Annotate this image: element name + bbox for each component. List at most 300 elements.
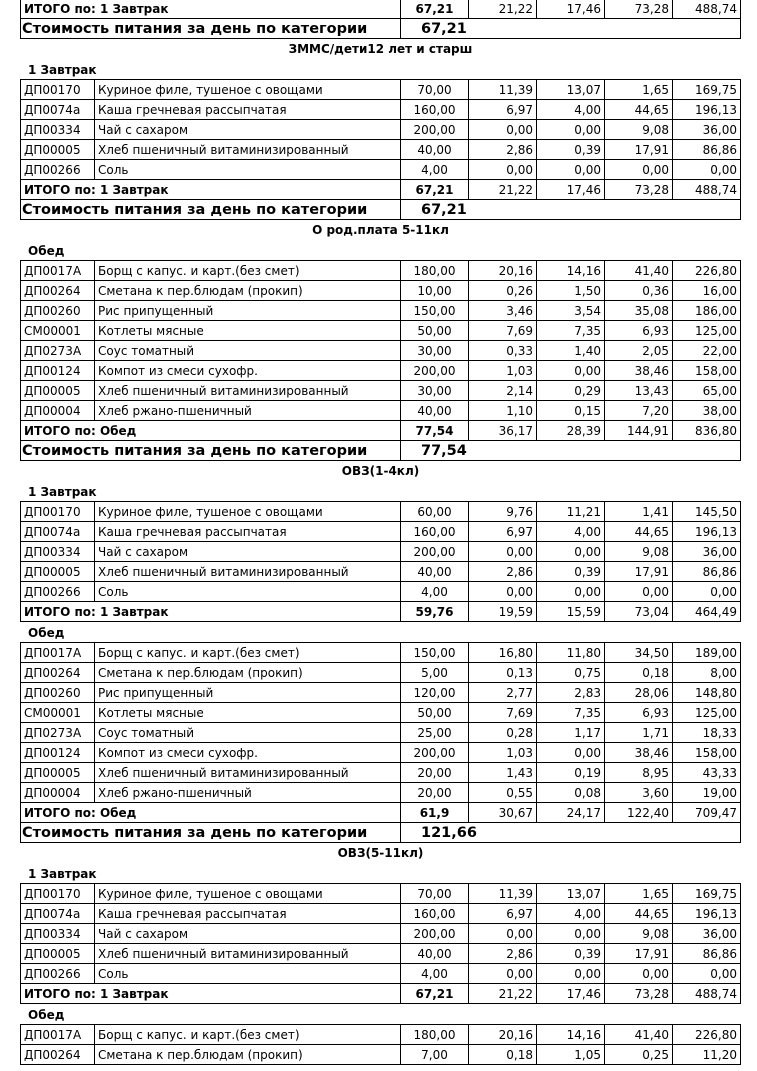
total-proteins: 19,59	[469, 602, 537, 622]
dish-proteins: 1,03	[469, 361, 537, 381]
dish-calories: 125,00	[673, 703, 741, 723]
total-cost: 67,21	[401, 0, 469, 19]
dish-calories: 22,00	[673, 341, 741, 361]
dish-code: ДП0273А	[21, 723, 95, 743]
total-fats: 17,46	[537, 180, 605, 200]
dish-row	[21, 281, 741, 301]
dish-calories: 0,00	[673, 964, 741, 984]
meal-total-label: ИТОГО по: 1 Завтрак	[21, 180, 401, 200]
total-calories: 709,47	[673, 803, 741, 823]
total-calories: 488,74	[673, 0, 741, 19]
dish-proteins: 7,69	[469, 703, 537, 723]
dish-carbs: 0,00	[605, 964, 673, 984]
dish-row	[21, 582, 741, 602]
dish-fats: 1,40	[537, 341, 605, 361]
dish-name: Хлеб пшеничный витаминизированный	[95, 763, 401, 783]
dish-proteins: 0,00	[469, 924, 537, 944]
dish-name: Хлеб пшеничный витаминизированный	[95, 944, 401, 964]
dish-carbs: 0,36	[605, 281, 673, 301]
category-title: ОВЗ(5-11кл)	[337, 846, 424, 860]
dish-code: ДП00005	[21, 381, 95, 401]
dish-output: 30,00	[401, 341, 469, 361]
dish-name: Куриное филе, тушеное с овощами	[95, 502, 401, 522]
dish-output: 150,00	[401, 643, 469, 663]
dish-fats: 0,00	[537, 120, 605, 140]
dish-proteins: 9,76	[469, 502, 537, 522]
dish-code: ДП00264	[21, 281, 95, 301]
dish-carbs: 44,65	[605, 100, 673, 120]
dish-output: 160,00	[401, 904, 469, 924]
dish-code: ДП00260	[21, 683, 95, 703]
meal-total-label: ИТОГО по: Обед	[21, 803, 401, 823]
dish-code: ДП00260	[21, 301, 95, 321]
dish-output: 50,00	[401, 321, 469, 341]
dish-fats: 13,07	[537, 80, 605, 100]
dish-calories: 0,00	[673, 582, 741, 602]
dish-name: Хлеб пшеничный витаминизированный	[95, 562, 401, 582]
meal-total-row	[21, 421, 741, 441]
day-cost-value: 67,21	[401, 19, 741, 39]
dish-code: СМ00001	[21, 321, 95, 341]
dish-carbs: 2,05	[605, 341, 673, 361]
dish-carbs: 17,91	[605, 944, 673, 964]
dish-row	[21, 944, 741, 964]
total-proteins: 21,22	[469, 984, 537, 1004]
dish-proteins: 16,80	[469, 643, 537, 663]
dish-code: ДП00170	[21, 80, 95, 100]
dish-name: Компот из смеси сухофр.	[95, 743, 401, 763]
dish-proteins: 0,00	[469, 120, 537, 140]
total-fats: 24,17	[537, 803, 605, 823]
dish-output: 200,00	[401, 361, 469, 381]
dish-code: ДП0017А	[21, 1025, 95, 1045]
dish-carbs: 0,00	[605, 160, 673, 180]
dish-fats: 11,21	[537, 502, 605, 522]
dish-code: ДП00124	[21, 361, 95, 381]
dish-calories: 65,00	[673, 381, 741, 401]
dish-calories: 86,86	[673, 140, 741, 160]
dish-fats: 4,00	[537, 904, 605, 924]
total-carbs: 73,28	[605, 984, 673, 1004]
dish-row	[21, 884, 741, 904]
meal-table	[20, 501, 741, 622]
dish-code: ДП0074а	[21, 522, 95, 542]
total-carbs: 144,91	[605, 421, 673, 441]
dish-proteins: 0,13	[469, 663, 537, 683]
meal-title: 1 Завтрак	[28, 867, 97, 881]
category-section	[0, 220, 757, 461]
meal-table	[20, 79, 741, 220]
dish-proteins: 2,86	[469, 944, 537, 964]
dish-fats: 0,00	[537, 361, 605, 381]
dish-row	[21, 261, 741, 281]
day-cost-value: 67,21	[401, 200, 741, 220]
dish-name: Сметана к пер.блюдам (прокип)	[95, 281, 401, 301]
dish-fats: 3,54	[537, 301, 605, 321]
total-carbs: 73,28	[605, 0, 673, 19]
dish-row	[21, 341, 741, 361]
dish-output: 160,00	[401, 100, 469, 120]
meal-total-row	[21, 984, 741, 1004]
dish-proteins: 6,97	[469, 522, 537, 542]
dish-fats: 0,19	[537, 763, 605, 783]
meal-table	[20, 883, 741, 1004]
dish-carbs: 34,50	[605, 643, 673, 663]
dish-calories: 186,00	[673, 301, 741, 321]
dish-calories: 189,00	[673, 643, 741, 663]
meal-total-row	[21, 803, 741, 823]
dish-row	[21, 643, 741, 663]
dish-row	[21, 522, 741, 542]
dish-fats: 11,80	[537, 643, 605, 663]
dish-fats: 4,00	[537, 522, 605, 542]
dish-fats: 7,35	[537, 703, 605, 723]
dish-output: 40,00	[401, 140, 469, 160]
dish-code: ДП00004	[21, 401, 95, 421]
dish-carbs: 1,41	[605, 502, 673, 522]
dish-carbs: 1,65	[605, 80, 673, 100]
meal-total-label: ИТОГО по: 1 Завтрак	[21, 984, 401, 1004]
day-cost-label: Стоимость питания за день по категории	[21, 19, 401, 39]
dish-output: 7,00	[401, 1045, 469, 1065]
dish-row	[21, 924, 741, 944]
meal-total-label: ИТОГО по: 1 Завтрак	[21, 602, 401, 622]
dish-code: ДП00264	[21, 1045, 95, 1065]
dish-name: Хлеб пшеничный витаминизированный	[95, 381, 401, 401]
dish-output: 60,00	[401, 502, 469, 522]
dish-code: ДП00334	[21, 120, 95, 140]
dish-name: Хлеб ржано-пшеничный	[95, 783, 401, 803]
dish-row	[21, 763, 741, 783]
dish-fats: 14,16	[537, 261, 605, 281]
total-cost: 61,9	[401, 803, 469, 823]
dish-calories: 196,13	[673, 100, 741, 120]
dish-calories: 36,00	[673, 542, 741, 562]
dish-name: Каша гречневая рассыпчатая	[95, 522, 401, 542]
dish-calories: 18,33	[673, 723, 741, 743]
dish-proteins: 6,97	[469, 904, 537, 924]
dish-code: ДП00334	[21, 542, 95, 562]
dish-carbs: 3,60	[605, 783, 673, 803]
dish-name: Котлеты мясные	[95, 321, 401, 341]
dish-name: Соус томатный	[95, 341, 401, 361]
dish-proteins: 2,77	[469, 683, 537, 703]
dish-calories: 19,00	[673, 783, 741, 803]
dish-code: ДП00266	[21, 964, 95, 984]
dish-name: Соус томатный	[95, 723, 401, 743]
dish-calories: 148,80	[673, 683, 741, 703]
dish-calories: 196,13	[673, 904, 741, 924]
dish-name: Хлеб пшеничный витаминизированный	[95, 140, 401, 160]
dish-row	[21, 904, 741, 924]
dish-proteins: 0,00	[469, 964, 537, 984]
dish-fats: 0,00	[537, 743, 605, 763]
meal-table	[20, 260, 741, 461]
dish-carbs: 13,43	[605, 381, 673, 401]
meal-total-label: ИТОГО по: Обед	[21, 421, 401, 441]
dish-fats: 0,08	[537, 783, 605, 803]
dish-name: Котлеты мясные	[95, 703, 401, 723]
dish-carbs: 17,91	[605, 140, 673, 160]
total-fats: 28,39	[537, 421, 605, 441]
day-cost-row	[21, 200, 741, 220]
meal-title: Обед	[28, 626, 65, 640]
dish-fats: 4,00	[537, 100, 605, 120]
dish-code: ДП0017А	[21, 261, 95, 281]
dish-fats: 14,16	[537, 1025, 605, 1045]
total-proteins: 36,17	[469, 421, 537, 441]
dish-code: ДП00005	[21, 944, 95, 964]
dish-carbs: 0,18	[605, 663, 673, 683]
dish-fats: 0,00	[537, 160, 605, 180]
dish-calories: 169,75	[673, 884, 741, 904]
dish-calories: 0,00	[673, 160, 741, 180]
dish-row	[21, 401, 741, 421]
dish-calories: 158,00	[673, 361, 741, 381]
dish-output: 4,00	[401, 582, 469, 602]
dish-carbs: 6,93	[605, 321, 673, 341]
dish-output: 150,00	[401, 301, 469, 321]
day-cost-label: Стоимость питания за день по категории	[21, 823, 401, 843]
dish-carbs: 38,46	[605, 743, 673, 763]
dish-proteins: 0,00	[469, 160, 537, 180]
category-title: О род.плата 5-11кл	[312, 223, 449, 237]
categories-container	[0, 39, 757, 1065]
dish-calories: 36,00	[673, 924, 741, 944]
total-fats: 15,59	[537, 602, 605, 622]
dish-name: Хлеб ржано-пшеничный	[95, 401, 401, 421]
dish-code: ДП00334	[21, 924, 95, 944]
dish-calories: 145,50	[673, 502, 741, 522]
dish-name: Каша гречневая рассыпчатая	[95, 904, 401, 924]
dish-output: 5,00	[401, 663, 469, 683]
dish-name: Соль	[95, 964, 401, 984]
top-summary-table	[20, 0, 741, 39]
dish-output: 70,00	[401, 80, 469, 100]
dish-proteins: 20,16	[469, 261, 537, 281]
dish-row	[21, 743, 741, 763]
dish-fats: 0,39	[537, 944, 605, 964]
day-cost-row	[21, 441, 741, 461]
dish-code: ДП00264	[21, 663, 95, 683]
dish-proteins: 2,86	[469, 562, 537, 582]
dish-carbs: 44,65	[605, 522, 673, 542]
category-title: ОВЗ(1-4кл)	[341, 464, 420, 478]
dish-proteins: 2,86	[469, 140, 537, 160]
dish-carbs: 35,08	[605, 301, 673, 321]
category-section	[0, 461, 757, 843]
total-cost: 77,54	[401, 421, 469, 441]
total-carbs: 73,04	[605, 602, 673, 622]
dish-output: 200,00	[401, 924, 469, 944]
day-cost-value: 77,54	[401, 441, 741, 461]
dish-output: 70,00	[401, 884, 469, 904]
dish-calories: 38,00	[673, 401, 741, 421]
dish-fats: 0,00	[537, 924, 605, 944]
dish-fats: 2,83	[537, 683, 605, 703]
dish-carbs: 9,08	[605, 120, 673, 140]
dish-proteins: 2,14	[469, 381, 537, 401]
dish-output: 200,00	[401, 542, 469, 562]
dish-name: Сметана к пер.блюдам (прокип)	[95, 663, 401, 683]
dish-name: Сметана к пер.блюдам (прокип)	[95, 1045, 401, 1065]
dish-name: Чай с сахаром	[95, 542, 401, 562]
dish-code: ДП0074а	[21, 904, 95, 924]
dish-name: Каша гречневая рассыпчатая	[95, 100, 401, 120]
dish-proteins: 0,28	[469, 723, 537, 743]
dish-output: 200,00	[401, 120, 469, 140]
dish-fats: 0,00	[537, 964, 605, 984]
dish-row	[21, 321, 741, 341]
dish-name: Компот из смеси сухофр.	[95, 361, 401, 381]
dish-proteins: 11,39	[469, 884, 537, 904]
dish-fats: 1,05	[537, 1045, 605, 1065]
dish-fats: 0,00	[537, 542, 605, 562]
dish-row	[21, 361, 741, 381]
total-fats: 17,46	[537, 984, 605, 1004]
dish-carbs: 9,08	[605, 542, 673, 562]
dish-output: 200,00	[401, 743, 469, 763]
dish-calories: 11,20	[673, 1045, 741, 1065]
dish-fats: 0,39	[537, 140, 605, 160]
dish-fats: 0,75	[537, 663, 605, 683]
day-cost-label: Стоимость питания за день по категории	[21, 441, 401, 461]
dish-fats: 0,29	[537, 381, 605, 401]
dish-carbs: 7,20	[605, 401, 673, 421]
dish-row	[21, 140, 741, 160]
dish-calories: 158,00	[673, 743, 741, 763]
total-cost: 67,21	[401, 984, 469, 1004]
meal-title: 1 Завтрак	[28, 485, 97, 499]
dish-name: Борщ с капус. и карт.(без смет)	[95, 643, 401, 663]
dish-code: ДП00005	[21, 562, 95, 582]
total-calories: 464,49	[673, 602, 741, 622]
category-section	[0, 843, 757, 1065]
dish-code: ДП0273А	[21, 341, 95, 361]
total-calories: 488,74	[673, 180, 741, 200]
dish-proteins: 0,55	[469, 783, 537, 803]
dish-name: Куриное филе, тушеное с овощами	[95, 80, 401, 100]
dish-code: ДП00004	[21, 783, 95, 803]
dish-output: 120,00	[401, 683, 469, 703]
total-proteins: 30,67	[469, 803, 537, 823]
dish-row	[21, 703, 741, 723]
dish-output: 4,00	[401, 964, 469, 984]
dish-code: ДП00005	[21, 140, 95, 160]
dish-carbs: 17,91	[605, 562, 673, 582]
dish-row	[21, 160, 741, 180]
dish-output: 180,00	[401, 1025, 469, 1045]
dish-carbs: 28,06	[605, 683, 673, 703]
dish-proteins: 3,46	[469, 301, 537, 321]
dish-calories: 16,00	[673, 281, 741, 301]
dish-code: СМ00001	[21, 703, 95, 723]
dish-fats: 0,15	[537, 401, 605, 421]
dish-name: Соль	[95, 160, 401, 180]
meal-total-label: ИТОГО по: 1 Завтрак	[21, 0, 401, 19]
dish-row	[21, 663, 741, 683]
dish-proteins: 0,18	[469, 1045, 537, 1065]
dish-carbs: 0,00	[605, 582, 673, 602]
meal-title: Обед	[28, 1008, 65, 1022]
dish-carbs: 6,93	[605, 703, 673, 723]
dish-output: 25,00	[401, 723, 469, 743]
dish-name: Рис припущенный	[95, 683, 401, 703]
dish-output: 40,00	[401, 562, 469, 582]
dish-calories: 8,00	[673, 663, 741, 683]
dish-carbs: 1,71	[605, 723, 673, 743]
day-cost-row	[21, 823, 741, 843]
dish-proteins: 6,97	[469, 100, 537, 120]
dish-row	[21, 381, 741, 401]
dish-name: Чай с сахаром	[95, 924, 401, 944]
total-proteins: 21,22	[469, 0, 537, 19]
dish-proteins: 1,10	[469, 401, 537, 421]
dish-row	[21, 562, 741, 582]
dish-calories: 169,75	[673, 80, 741, 100]
total-carbs: 73,28	[605, 180, 673, 200]
dish-calories: 36,00	[673, 120, 741, 140]
dish-code: ДП00005	[21, 763, 95, 783]
day-cost-row	[21, 19, 741, 39]
dish-output: 20,00	[401, 763, 469, 783]
dish-row	[21, 80, 741, 100]
dish-name: Куриное филе, тушеное с овощами	[95, 884, 401, 904]
dish-row	[21, 542, 741, 562]
dish-fats: 1,50	[537, 281, 605, 301]
dish-output: 40,00	[401, 944, 469, 964]
dish-output: 30,00	[401, 381, 469, 401]
meal-title: Обед	[28, 244, 65, 258]
dish-output: 180,00	[401, 261, 469, 281]
dish-carbs: 41,40	[605, 1025, 673, 1045]
dish-row	[21, 301, 741, 321]
dish-calories: 43,33	[673, 763, 741, 783]
dish-carbs: 44,65	[605, 904, 673, 924]
dish-output: 160,00	[401, 522, 469, 542]
dish-code: ДП0017А	[21, 643, 95, 663]
dish-proteins: 1,43	[469, 763, 537, 783]
dish-output: 20,00	[401, 783, 469, 803]
dish-proteins: 1,03	[469, 743, 537, 763]
dish-proteins: 0,00	[469, 582, 537, 602]
dish-code: ДП00124	[21, 743, 95, 763]
dish-calories: 226,80	[673, 1025, 741, 1045]
dish-proteins: 7,69	[469, 321, 537, 341]
dish-fats: 13,07	[537, 884, 605, 904]
dish-proteins: 0,26	[469, 281, 537, 301]
dish-row	[21, 683, 741, 703]
meal-total-row	[21, 0, 741, 19]
dish-calories: 226,80	[673, 261, 741, 281]
dish-row	[21, 723, 741, 743]
dish-name: Борщ с капус. и карт.(без смет)	[95, 1025, 401, 1045]
total-calories: 488,74	[673, 984, 741, 1004]
category-section	[0, 39, 757, 220]
day-cost-value: 121,66	[401, 823, 741, 843]
dish-row	[21, 120, 741, 140]
meal-total-row	[21, 180, 741, 200]
total-fats: 17,46	[537, 0, 605, 19]
dish-output: 4,00	[401, 160, 469, 180]
dish-fats: 0,39	[537, 562, 605, 582]
dish-row	[21, 964, 741, 984]
category-title: ЗММС/дети12 лет и старш	[288, 42, 473, 56]
dish-output: 50,00	[401, 703, 469, 723]
meal-title: 1 Завтрак	[28, 63, 97, 77]
dish-carbs: 8,95	[605, 763, 673, 783]
dish-carbs: 1,65	[605, 884, 673, 904]
